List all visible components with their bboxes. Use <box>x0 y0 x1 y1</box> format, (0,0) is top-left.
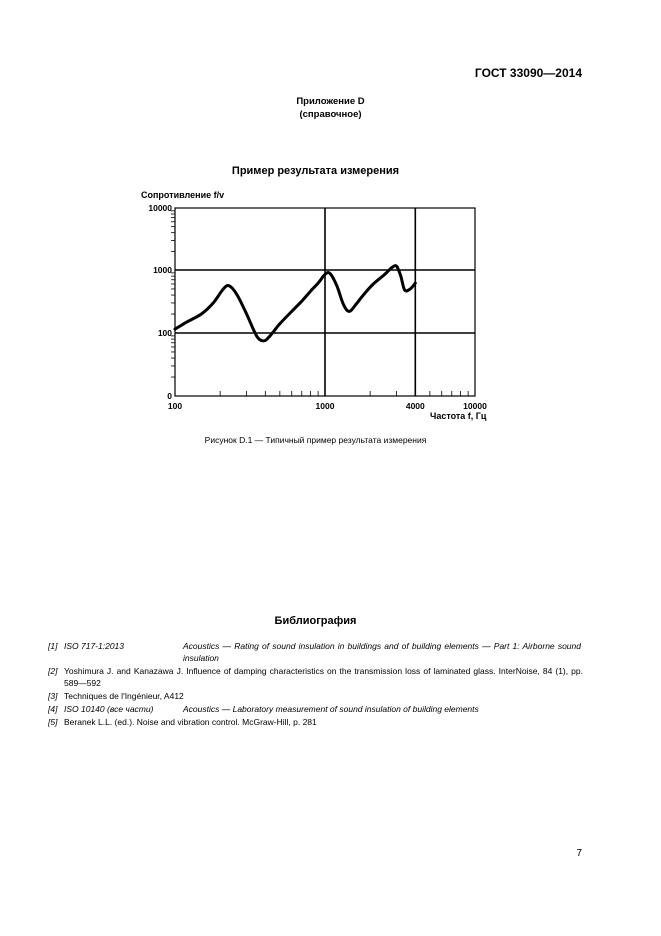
ref-number: [3] <box>48 691 58 701</box>
ref-number: [1] <box>48 641 58 651</box>
annex-title: Приложение D <box>296 96 365 107</box>
bibliography-item <box>48 703 583 715</box>
ref-number: [5] <box>48 717 58 727</box>
x-tick-label: 1000 <box>315 401 335 411</box>
bibliography-item <box>48 690 583 702</box>
y-tick-label: 10000 <box>148 203 172 213</box>
x-tick-label: 10000 <box>463 401 487 411</box>
x-tick-label: 100 <box>167 401 183 411</box>
ref-text: Techniques de l'Ingénieur, A412 <box>64 691 184 701</box>
ref-text: Acoustics — Rating of sound insulation in buildings and of building elements — Part 1: Airborne sound insulation <box>183 641 581 663</box>
bibliography-list <box>48 640 583 729</box>
annex-subtitle: (справочное) <box>299 109 362 120</box>
x-axis-label: Частота f, Гц <box>430 411 487 421</box>
figure-title: Пример результата измерения <box>231 165 400 177</box>
y-tick-label: 1000 <box>153 265 172 275</box>
ref-text: Yoshimura J. and Kanazawa J. Influence of damping characteristics on the transmission loss of laminated glass. InterNoise, 84 (1), pp. 589—592 <box>64 666 583 688</box>
x-tick-label: 4000 <box>405 401 425 411</box>
ref-text: Acoustics — Laboratory measurement of sound insulation of building elements <box>183 704 479 714</box>
bibliography-item <box>48 640 583 664</box>
data-series-line <box>175 266 415 341</box>
bibliography-item <box>48 665 583 689</box>
y-tick-label: 100 <box>157 328 172 338</box>
y-axis-label: Сопротивление f/v <box>141 190 225 200</box>
ref-number: [2] <box>48 666 58 676</box>
ref-text: Beranek L.L. (ed.). Noise and vibration control. McGraw-Hill, p. 281 <box>64 717 317 727</box>
ref-number: [4] <box>48 704 58 714</box>
ref-code: ISO 10140 (все части) <box>64 704 154 714</box>
ref-code: ISO 717-1:2013 <box>64 641 125 651</box>
page-number: 7 <box>576 848 582 859</box>
figure-caption: Рисунок D.1 — Типичный пример результата измерения <box>204 435 427 445</box>
standard-number: ГОСТ 33090—2014 <box>474 66 582 80</box>
bibliography-item <box>48 716 583 728</box>
y-tick-label: 0 <box>167 391 172 401</box>
bibliography-title: Библиография <box>274 615 357 627</box>
